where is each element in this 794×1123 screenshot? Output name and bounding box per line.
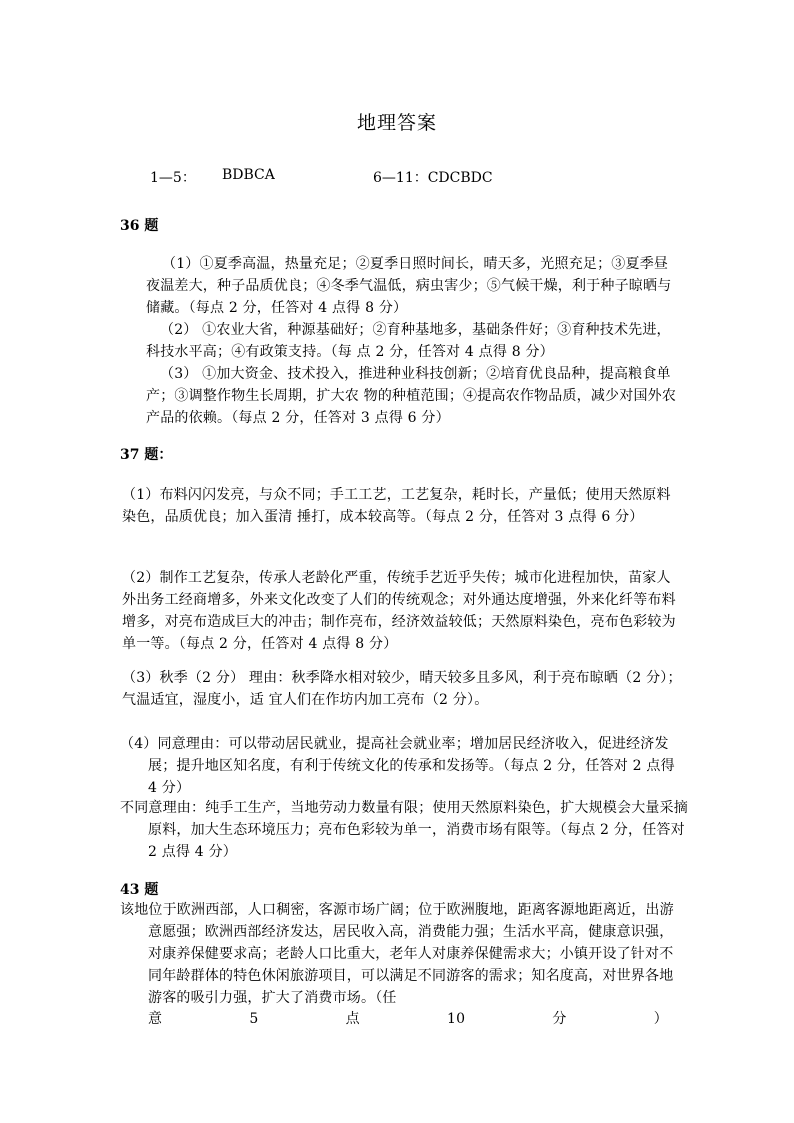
q36-part1: （1）①夏季高温，热量充足；②夏季日照时间长，晴天多，光照充足；③夏季昼夜温差大，种子品质优良；④冬季气温低，病虫害少；⑤气候干燥，利于种子晾晒与储藏。（每点 2 分，任答对 4 点得 8 分） — [146, 256, 672, 316]
mc-range-1-label: 1—5： — [150, 170, 196, 186]
q37-heading: 37 题： — [120, 447, 173, 463]
q43-answer: 该地位于欧洲西部，人口稠密，客源市场广阔；位于欧洲腹地，距离客源地距离近，出游意愿强；欧洲西部经济发达，居民收入高，消费能力强；生活水平高，健康意识强，对康养保健要求高；老龄人口比重大，老年人对康养保健需求大；小镇开设了针对不同年龄群体的特色休闲旅游项目，可以满足不同游客的需求；知名度高，对世界各地游客的吸引力强，扩大了消费市场。（任 — [120, 902, 674, 1006]
q36-part3: （3） ①加大资金、技术投入，推进种业科技创新；②培育优良品种，提高粮食单产；③调整作物生长周期，扩大农 物的种植范围；④提高农作物品质，减少对国外农产品的依赖。（每点 2 分，任答对 3 点得 6 分） — [146, 366, 677, 426]
q37-part4-agree: （4）同意理由：可以带动居民就业，提高社会就业率；增加居民经济收入，促进经济发展；提升地区知名度，有利于传统文化的传承和发扬等。（每点 2 分，任答对 2 点得 4 分） — [120, 736, 675, 796]
q43-scoring-line — [148, 1008, 668, 1030]
q37-part4-disagree: 不同意理由：纯手工生产，当地劳动力数量有限；使用天然原料染色，扩大规模会大量采摘原料，加大生态环境压力；亮布色彩较为单一，消费市场有限等。（每点 2 分，任答对 2 点得 4 分） — [120, 800, 688, 860]
q36-part2: （2） ①农业大省，种源基础好；②育种基地多，基础条件好；③育种技术先进，科技水平高；④有政策支持。（每 点 2 分，任答对 4 点得 8 分） — [146, 322, 671, 360]
q43-scoring-word: 点 — [345, 1011, 360, 1027]
q36-heading: 36 题 — [120, 218, 159, 234]
q37-part2: （2）制作工艺复杂，传承人老龄化严重，传统手艺近乎失传；城市化进程加快，苗家人外出务工经商增多，外来文化改变了人们的传统观念；对外通达度增强，外来化纤等布料增多，对亮布造成巨大的冲击；制作亮布，经济效益较低；天然原料染色，亮布色彩较为单一等。（每点 2 分，任答对 4 点得 8 分） — [122, 570, 676, 652]
q43-scoring-word: 意 — [148, 1011, 163, 1027]
q37-part1: （1）布料闪闪发亮，与众不同；手工工艺，工艺复杂，耗时长，产量低；使用天然原料染色，品质优良；加入蛋清 捶打，成本较高等。（每点 2 分，任答对 3 点得 6 分） — [122, 487, 671, 525]
mc-range-2: 6—11：CDCBDC — [373, 170, 493, 186]
q43-scoring-close: ） — [653, 1011, 668, 1027]
mc-range-1-answers: BDBCA — [222, 167, 275, 183]
q43-heading: 43 题 — [120, 882, 159, 898]
q43-scoring-word: 分 — [552, 1011, 567, 1027]
q43-scoring-count: 5 — [249, 1011, 259, 1027]
q43-scoring-points: 10 — [447, 1011, 466, 1027]
q37-part3: （3）秋季（2 分） 理由：秋季降水相对较少，晴天较多且多风，利于亮布晾晒（2 分）；气温适宜，湿度小，适 宜人们在作坊内加工亮布（2 分）。 — [122, 670, 682, 708]
page-title: 地理答案 — [356, 112, 437, 134]
